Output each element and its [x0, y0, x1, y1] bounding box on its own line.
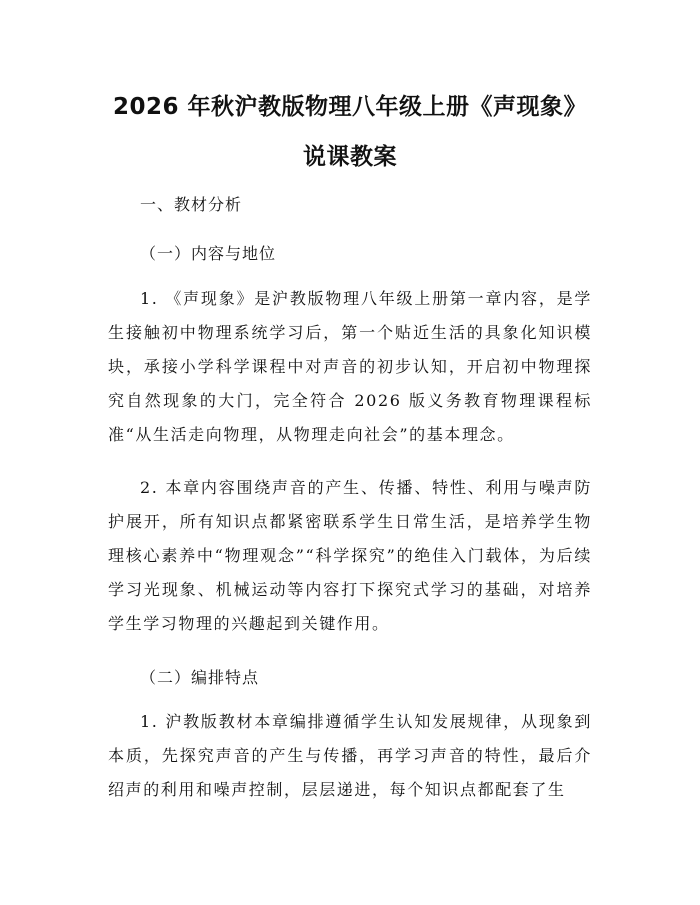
- document-title-line-1: 2026 年秋沪教版物理八年级上册《声现象》: [112, 94, 588, 120]
- document-title-line-2: 说课教案: [303, 144, 397, 170]
- paragraph-content-position-1: 1. 《声现象》是沪教版物理八年级上册第一章内容，是学生接触初中物理系统学习后，第一个贴近生活的具象化知识模块，承接小学科学课程中对声音的初步认知，开启初中物理探究自然现象的大门，完全符合 2026 版义务教育物理课程标准“从生活走向物理，从物理走向社会”的基本理念。: [108, 289, 592, 444]
- subsection-heading-content-position: （一）内容与地位: [140, 244, 277, 263]
- subsection-heading-arrangement-features: （二）编排特点: [140, 668, 260, 687]
- paragraph-arrangement-features-1: 1. 沪教版教材本章编排遵循学生认知发展规律，从现象到本质，先探究声音的产生与传播，再学习声音的特性，最后介绍声的利用和噪声控制，层层递进，每个知识点都配套了生: [108, 712, 592, 799]
- section-heading-textbook-analysis: 一、教材分析: [140, 195, 243, 214]
- paragraph-content-position-2: 2. 本章内容围绕声音的产生、传播、特性、利用与噪声防护展开，所有知识点都紧密联系学生日常生活，是培养学生物理核心素养中“物理观念”“科学探究”的绝佳入门载体，为后续学习光现象、机械运动等内容打下探究式学习的基础，对培养学生学习物理的兴趣起到关键作用。: [108, 478, 592, 633]
